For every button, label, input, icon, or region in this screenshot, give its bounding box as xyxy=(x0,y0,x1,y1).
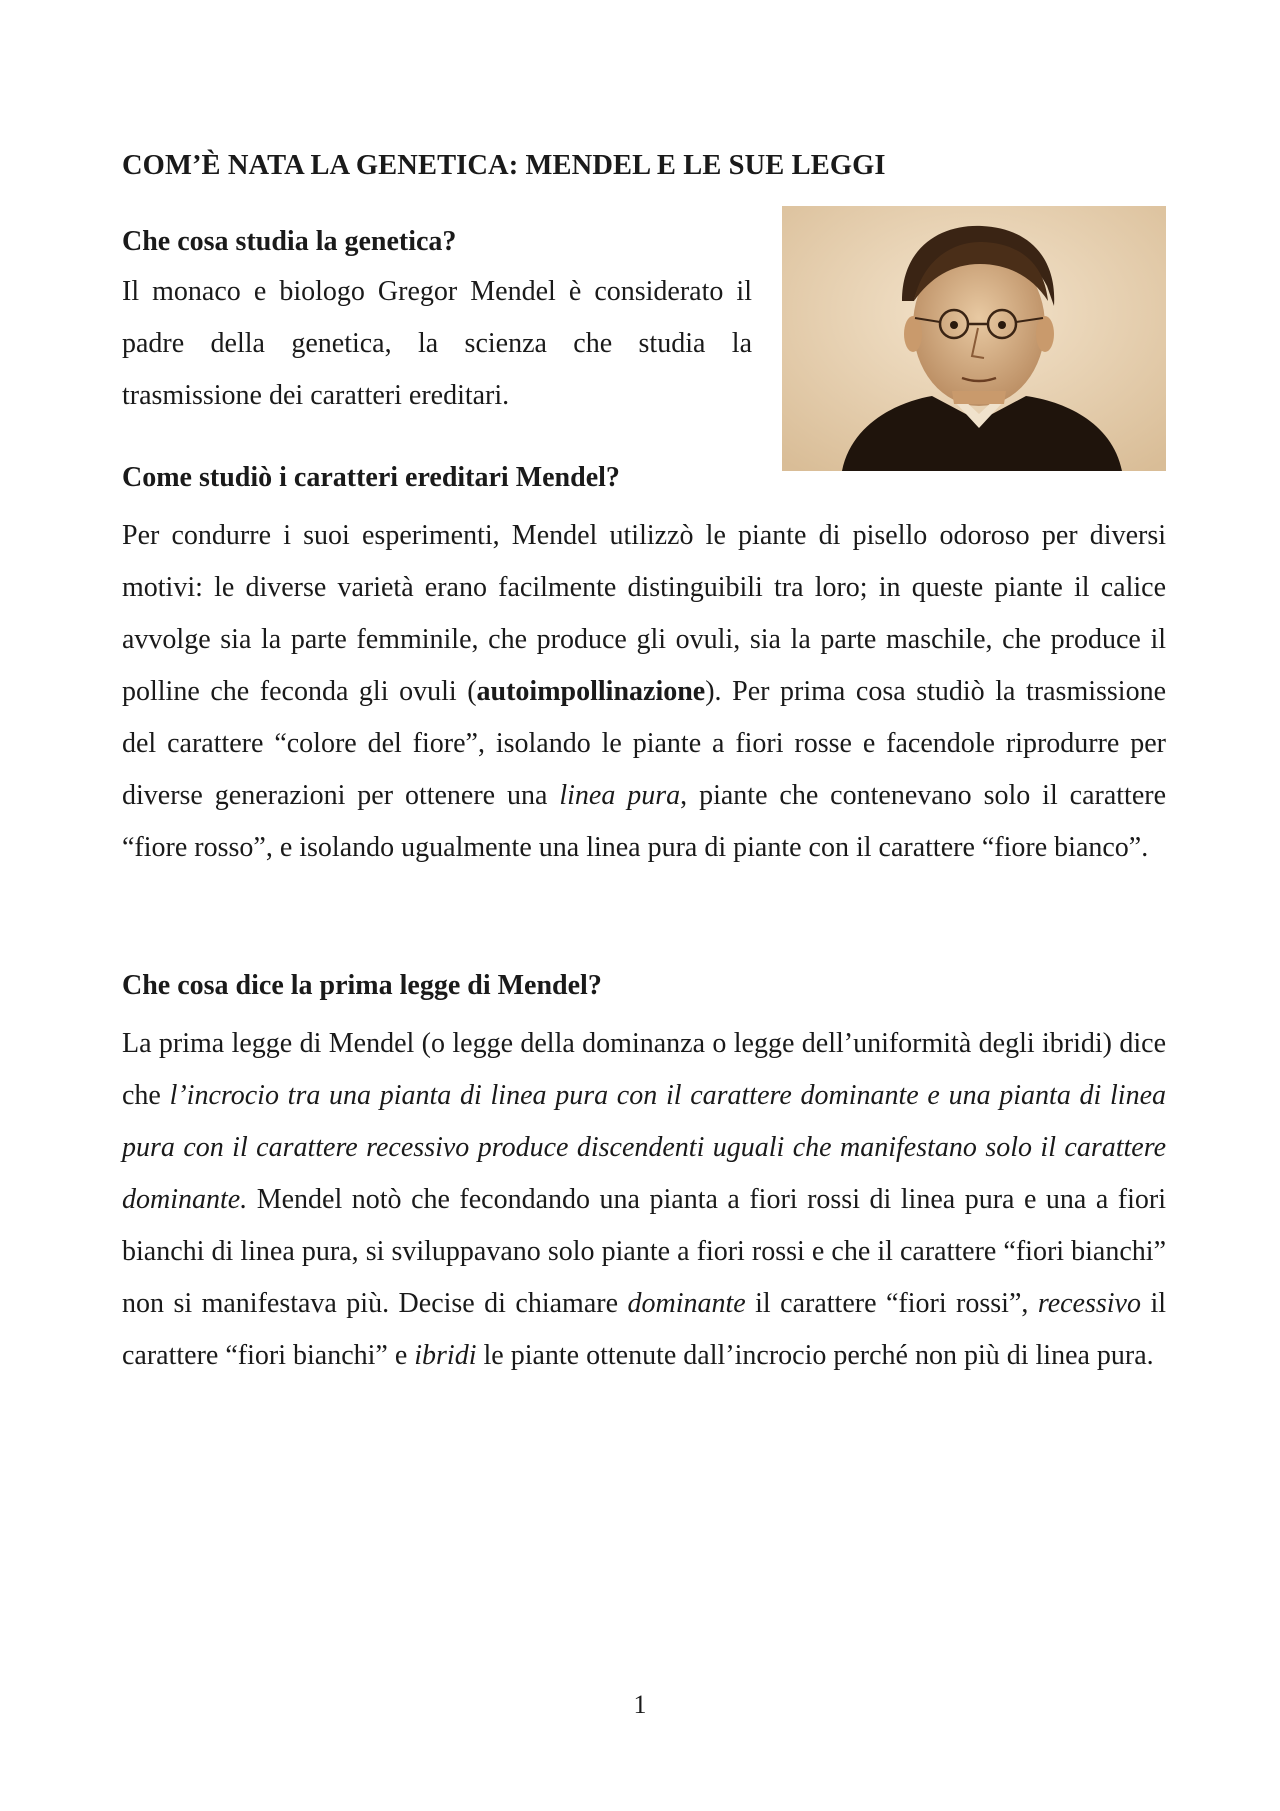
section-heading-genetica: Che cosa studia la genetica? xyxy=(122,226,457,257)
document-title: COM’È NATA LA GENETICA: MENDEL E LE SUE LEGGI xyxy=(122,150,886,181)
paragraph-text: Per condurre i suoi esperimenti, Mendel utilizzò le piante di pisello odoroso per diversi motivi: le diverse varietà erano facilmente distinguibili tra loro; in queste piante il calice avvolge sia la parte femminile, che produce gli ovuli, sia la parte maschile, che produce il polline che feconda gli ovuli ( xyxy=(122,520,1166,707)
paragraph-text: La prima legge di Mendel (o legge della dominanza o legge dell’uniformità degli ibridi) dice che xyxy=(122,1028,1166,1111)
paragraph-text: il carattere “fiori bianchi” e xyxy=(122,1288,1166,1371)
paragraph-text: Mendel notò che fecondando una pianta a fiori rossi di linea pura e una a fiori bianchi di linea pura, si sviluppavano solo piante a fiori rossi e che il carattere “fiori bianchi” non si manifestava più. Decise di chiamare xyxy=(122,1184,1166,1319)
paragraph-text: , piante che contenevano solo il carattere “fiore rosso”, e isolando ugualmente una linea pura di piante con il carattere “fiore bianco”. xyxy=(122,780,1166,863)
italic-term: dominante xyxy=(627,1288,746,1319)
section-heading-prima-legge: Che cosa dice la prima legge di Mendel? xyxy=(122,970,602,1001)
portrait-photo-icon xyxy=(782,206,1166,471)
italic-term: linea pura xyxy=(559,780,681,811)
bold-term: autoimpollinazione xyxy=(476,676,706,707)
italic-term: ibridi xyxy=(414,1340,477,1371)
section-paragraph-genetica: Il monaco e biologo Gregor Mendel è considerato il padre della genetica, la scienza che studia la trasmissione dei caratteri ereditari. xyxy=(122,276,752,411)
section-paragraph-prima-legge xyxy=(122,1018,1166,1382)
paragraph-text: ). Per prima cosa studiò la trasmissione del carattere “colore del fiore”, isolando le piante a fiori rosse e facendole riprodurre per diverse generazioni per ottenere una xyxy=(122,676,1167,811)
paragraph-text: il carattere “fiori rossi”, xyxy=(745,1288,1038,1319)
section-paragraph-caratteri xyxy=(122,510,1166,874)
page-number: 1 xyxy=(633,1690,647,1719)
paragraph-text: le piante ottenute dall’incrocio perché non più di linea pura. xyxy=(476,1340,1154,1371)
italic-term: recessivo xyxy=(1037,1288,1141,1319)
italic-definition: l’incrocio tra una pianta di linea pura con il carattere dominante e una pianta di linea pura con il carattere recessivo produce discendenti uguali che manifestano solo il carattere dominante. xyxy=(122,1080,1167,1215)
section-heading-caratteri: Come studiò i caratteri ereditari Mendel? xyxy=(122,462,620,493)
mendel-portrait xyxy=(782,206,1166,471)
